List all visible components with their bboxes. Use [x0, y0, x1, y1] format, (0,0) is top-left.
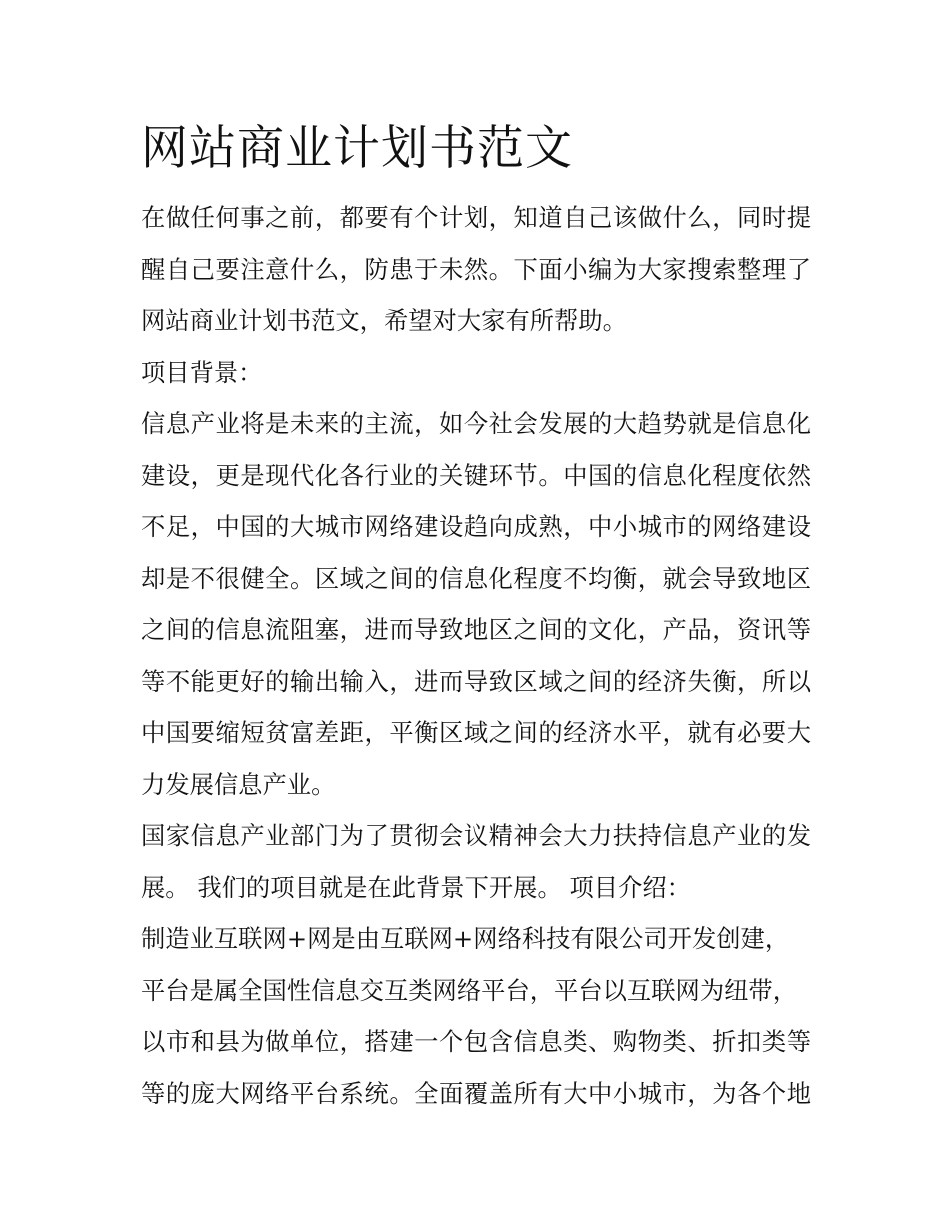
text-line: 制造业互联网+网是由互联网+网络科技有限公司开发创建，: [141, 924, 790, 953]
text-line: 网站商业计划书范文，希望对大家有所帮助。: [141, 306, 627, 335]
text-line: 之间的信息流阻塞，进而导致地区之间的文化，产品，资讯等: [141, 615, 811, 644]
text-line: 等不能更好的输出输入，进而导致区域之间的经济失衡，所以: [141, 666, 811, 696]
text-line: 中国要缩短贫富差距，平衡区域之间的经济水平，就有必要大: [141, 718, 811, 747]
paragraph-lines: [141, 192, 811, 1119]
text-line: 在做任何事之前，都要有个计划，知道自己该做什么，同时提: [141, 203, 811, 232]
text-line: 平台是属全国性信息交互类网络平台，平台以互联网为纽带，: [141, 975, 798, 1005]
text-line: 展。 我们的项目就是在此背景下开展。 项目介绍：: [141, 872, 691, 902]
text-line: 国家信息产业部门为了贯彻会议精神会大力扶持信息产业的发: [141, 821, 811, 850]
text-line: 以市和县为做单位，搭建一个包含信息类、购物类、折扣类等: [141, 1027, 811, 1056]
text-line: 不足，中国的大城市网络建设趋向成熟，中小城市的网络建设: [141, 512, 811, 541]
text-line: 信息产业将是未来的主流，如今社会发展的大趋势就是信息化: [141, 409, 811, 438]
text-line: 等的庞大网络平台系统。全面覆盖所有大中小城市，为各个地: [141, 1078, 811, 1108]
document-title: 网站商业计划书范文: [141, 121, 573, 176]
text-line: 项目背景：: [141, 357, 263, 387]
text-line: 却是不很健全。区域之间的信息化程度不均衡，就会导致地区: [141, 563, 811, 593]
text-line: 建设，更是现代化各行业的关键环节。中国的信息化程度依然: [141, 460, 811, 490]
text-line: 醒自己要注意什么，防患于未然。下面小编为大家搜索整理了: [141, 254, 811, 284]
document-body: [141, 118, 811, 1119]
text-line: 力发展信息产业。: [141, 769, 336, 799]
